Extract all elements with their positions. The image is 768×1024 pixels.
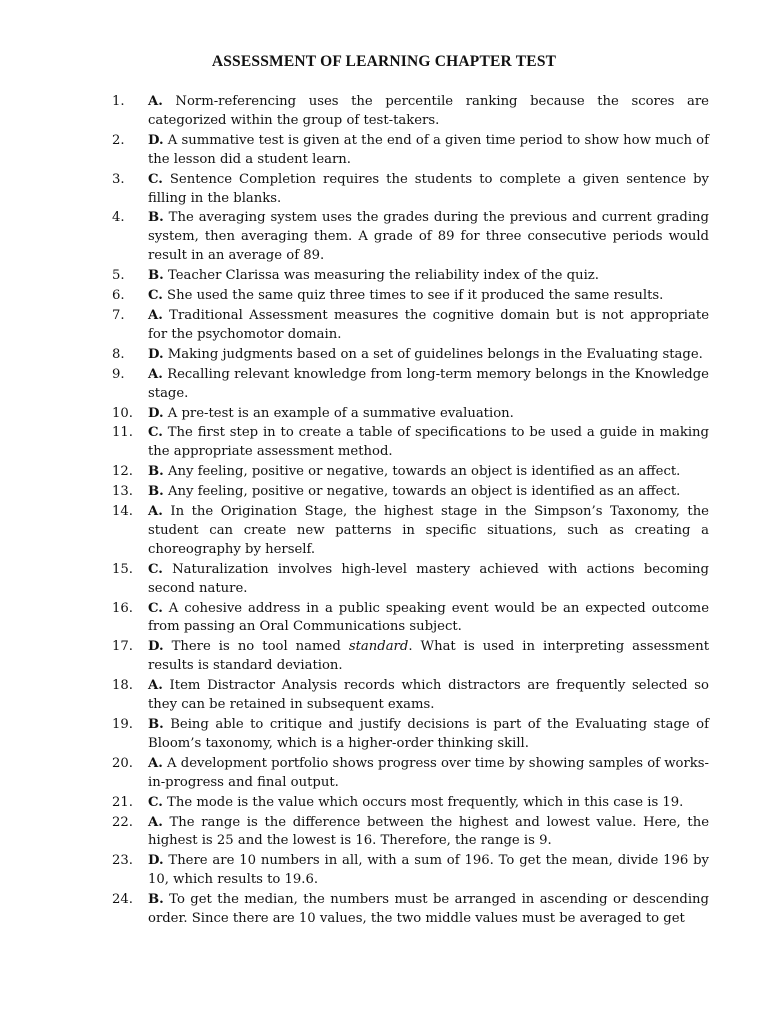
- answer-item: [112, 503, 709, 560]
- answer-number: 14.: [112, 504, 133, 520]
- answer-explanation: The mode is the value which occurs most frequently, which in this case is 19.: [162, 794, 684, 810]
- answer-letter: C.: [148, 794, 163, 810]
- answer-item: [112, 209, 709, 266]
- answer-text: [148, 891, 709, 929]
- answer-number: 24.: [112, 892, 133, 908]
- answer-list: [112, 93, 709, 930]
- answer-explanation: The averaging system uses the grades during the previous and current grading system, then averaging them. A grade of 89 for three consecutive periods would result in an average of 89.: [148, 210, 709, 264]
- answer-explanation: The range is the difference between the highest and lowest value. Here, the highest is 25 and the lowest is 16. Therefore, the range is 9.: [148, 814, 709, 849]
- answer-item: [112, 424, 709, 462]
- answer-explanation: Recalling relevant knowledge from long-term memory belongs in the Knowledge stage.: [148, 366, 709, 401]
- answer-letter: B.: [148, 210, 164, 226]
- answer-item: [112, 463, 709, 482]
- answer-text: [148, 132, 709, 170]
- answer-letter: D.: [148, 405, 164, 421]
- answer-item: [112, 561, 709, 599]
- answer-letter: B.: [148, 464, 164, 480]
- answer-explanation: To get the median, the numbers must be arranged in ascending or descending order. Since there are 10 values, the two middle values must be averaged to get: [148, 892, 709, 927]
- answer-item: [112, 93, 709, 131]
- answer-explanation: A summative test is given at the end of a given time period to show how much of the lesson did a student learn.: [148, 132, 709, 167]
- answer-text: [148, 852, 709, 890]
- answer-item: [112, 891, 709, 929]
- answer-number: 6.: [112, 288, 125, 304]
- answer-item: [112, 852, 709, 890]
- answer-number: 7.: [112, 307, 125, 323]
- answer-number: 13.: [112, 484, 133, 500]
- answer-item: [112, 716, 709, 754]
- answer-number: 9.: [112, 366, 125, 382]
- answer-text: [148, 716, 709, 754]
- answer-number: 1.: [112, 94, 125, 109]
- answer-letter: B.: [148, 892, 164, 908]
- answer-text: [148, 424, 709, 462]
- answer-number: 2.: [112, 132, 125, 148]
- answer-italic-term: standard: [348, 639, 409, 655]
- answer-number: 21.: [112, 794, 133, 810]
- answer-number: 19.: [112, 717, 133, 732]
- answer-letter: A.: [148, 307, 163, 323]
- answer-explanation: Making judgments based on a set of guidelines belongs in the Evaluating stage.: [163, 346, 703, 362]
- answer-item: [112, 755, 709, 793]
- answer-text: [148, 483, 709, 502]
- answer-letter: C.: [148, 171, 163, 187]
- answer-item: [112, 132, 709, 170]
- answer-letter: D.: [148, 346, 164, 362]
- answer-letter: B.: [148, 717, 164, 732]
- answer-number: 3.: [112, 171, 125, 187]
- answer-text: [148, 209, 709, 266]
- answer-letter: A.: [148, 755, 163, 771]
- answer-explanation: Item Distractor Analysis records which distractors are frequently selected so they can be retained in subsequent exams.: [148, 678, 709, 713]
- answer-item: [112, 600, 709, 638]
- answer-text: [148, 794, 709, 813]
- answer-text: [148, 600, 709, 638]
- answer-text: [148, 677, 709, 715]
- answer-letter: D.: [148, 132, 164, 148]
- answer-text: [148, 638, 709, 676]
- answer-number: 11.: [112, 425, 133, 441]
- document-title: ASSESSMENT OF LEARNING CHAPTER TEST: [211, 53, 557, 70]
- answer-item: [112, 638, 709, 676]
- answer-explanation: Teacher Clarissa was measuring the reliability index of the quiz.: [163, 268, 599, 284]
- answer-explanation: A pre-test is an example of a summative evaluation.: [163, 405, 514, 421]
- answer-letter: A.: [148, 814, 163, 830]
- answer-text: [148, 307, 709, 345]
- answer-number: 18.: [112, 678, 133, 694]
- answer-explanation: The first step in to create a table of specifications to be used a guide in making the appropriate assessment method.: [148, 425, 709, 460]
- answer-explanation: There is no tool named: [163, 639, 349, 655]
- answer-number: 4.: [112, 210, 125, 226]
- answer-explanation: Being able to critique and justify decisions is part of the Evaluating stage of Bloom’s taxonomy, which is a higher-order thinking skill.: [148, 717, 709, 751]
- answer-text: [148, 366, 709, 404]
- answer-text: [148, 346, 709, 365]
- answer-explanation: She used the same quiz three times to see if it produced the same results.: [162, 288, 664, 304]
- answer-number: 17.: [112, 639, 133, 655]
- answer-letter: C.: [148, 425, 163, 441]
- answer-number: 10.: [112, 405, 133, 421]
- answer-explanation-continued: . What is used in interpreting assessment results is standard deviation.: [148, 639, 710, 674]
- answer-letter: A.: [148, 678, 163, 694]
- answer-item: [112, 677, 709, 715]
- answer-item: [112, 267, 709, 286]
- answer-number: 23.: [112, 853, 133, 869]
- answer-text: [148, 561, 709, 599]
- answer-text: [148, 405, 709, 424]
- answer-letter: A.: [148, 94, 163, 109]
- answer-letter: C.: [148, 288, 163, 304]
- answer-letter: C.: [148, 561, 163, 577]
- answer-text: [148, 755, 709, 793]
- answer-letter: B.: [148, 484, 164, 500]
- answer-text: [148, 287, 709, 306]
- answer-text: [148, 503, 709, 560]
- answer-explanation: Traditional Assessment measures the cognitive domain but is not appropriate for the psychomotor domain.: [148, 307, 709, 342]
- answer-letter: D.: [148, 853, 164, 869]
- answer-item: [112, 814, 709, 852]
- answer-explanation: A cohesive address in a public speaking event would be an expected outcome from passing an Oral Communications subject.: [148, 600, 709, 635]
- answer-item: [112, 483, 709, 502]
- answer-number: 8.: [112, 346, 125, 362]
- answer-item: [112, 366, 709, 404]
- answer-item: [112, 171, 709, 209]
- answer-text: [148, 171, 709, 209]
- answer-text: [148, 463, 709, 482]
- answer-explanation: Norm-referencing uses the percentile ranking because the scores are categorized within the group of test-takers.: [148, 94, 709, 128]
- answer-number: 15.: [112, 561, 133, 577]
- answer-explanation: Any feeling, positive or negative, towards an object is identified as an affect.: [163, 484, 681, 500]
- answer-number: 5.: [112, 268, 125, 284]
- answer-number: 12.: [112, 464, 133, 480]
- answer-explanation: A development portfolio shows progress over time by showing samples of works-in-progress and final output.: [148, 755, 709, 790]
- answer-item: [112, 794, 709, 813]
- answer-item: [112, 346, 709, 365]
- answer-item: [112, 307, 709, 345]
- answer-text: [148, 814, 709, 852]
- answer-item: [112, 405, 709, 424]
- answer-number: 16.: [112, 600, 133, 616]
- answer-number: 20.: [112, 755, 133, 771]
- answer-text: [148, 93, 709, 131]
- answer-letter: B.: [148, 268, 164, 284]
- answer-letter: A.: [148, 366, 163, 382]
- answer-explanation: Naturalization involves high-level mastery achieved with actions becoming second nature.: [148, 561, 709, 596]
- answer-explanation: In the Origination Stage, the highest stage in the Simpson’s Taxonomy, the student can create new patterns in specific situations, such as creating a choreography by herself.: [148, 504, 709, 557]
- answer-letter: D.: [148, 639, 164, 655]
- answer-letter: C.: [148, 600, 163, 616]
- answer-number: 22.: [112, 814, 133, 830]
- answer-explanation: Sentence Completion requires the students to complete a given sentence by filling in the blanks.: [148, 171, 709, 206]
- answer-explanation: Any feeling, positive or negative, towards an object is identified as an affect.: [163, 464, 681, 480]
- answer-text: [148, 267, 709, 286]
- answer-letter: A.: [148, 504, 163, 520]
- answer-explanation: There are 10 numbers in all, with a sum of 196. To get the mean, divide 196 by 10, which results to 19.6.: [148, 853, 709, 888]
- answer-item: [112, 287, 709, 306]
